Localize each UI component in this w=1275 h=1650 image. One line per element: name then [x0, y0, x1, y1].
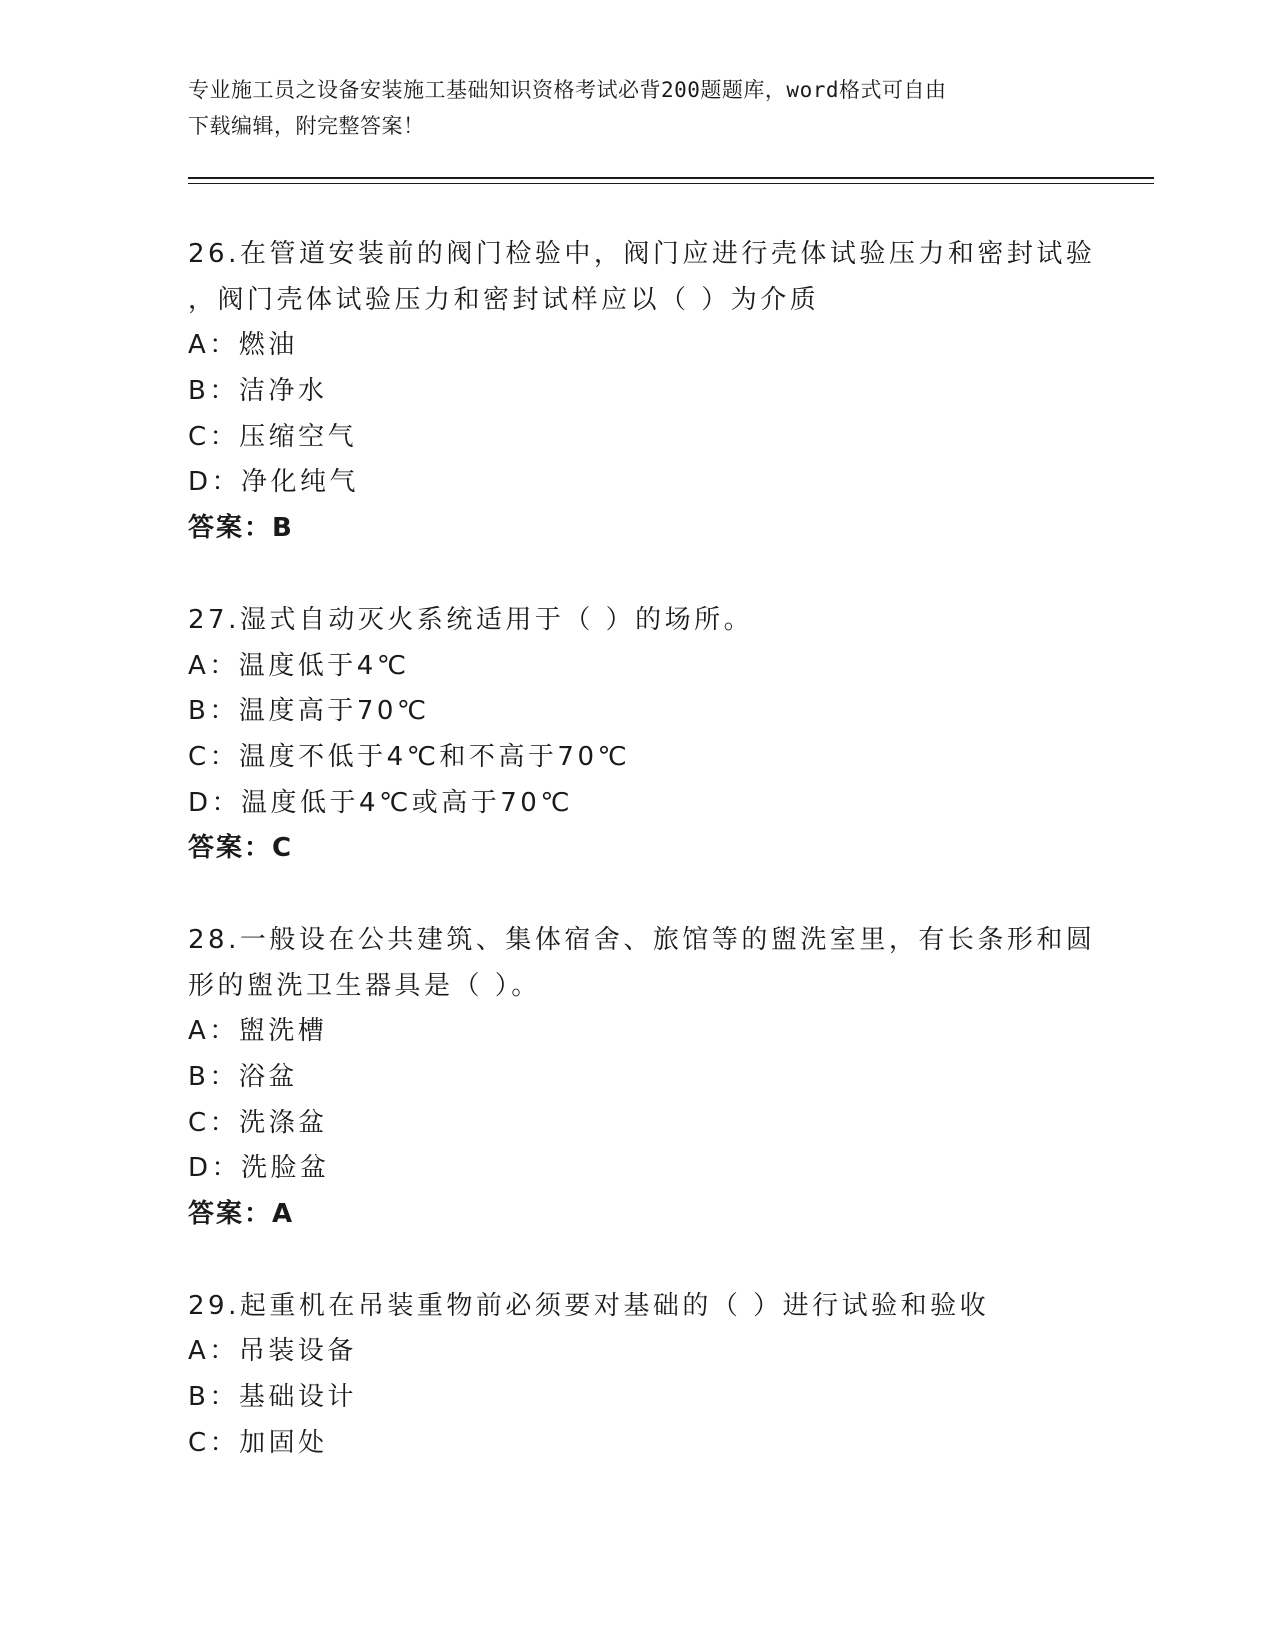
option-b: B：基础设计: [188, 1382, 357, 1413]
answer-line: 答案：C: [188, 833, 294, 864]
question-28: [188, 918, 1096, 1238]
option-d: D：温度低于4℃或高于70℃: [188, 787, 574, 818]
document-header: [188, 72, 1088, 144]
question-stem-continued: ，阀门壳体试验压力和密封试样应以（ ）为介质: [188, 284, 820, 315]
header-line-2: 下载编辑，附完整答案！: [188, 114, 425, 138]
option-c: C：压缩空气: [188, 421, 358, 452]
question-stem: 29.起重机在吊装重物前必须要对基础的（ ）进行试验和验收: [188, 1290, 990, 1321]
question-stem: 28.一般设在公共建筑、集体宿舍、旅馆等的盥洗室里，有长条形和圆: [188, 924, 1096, 955]
header-divider-thick: [188, 177, 1154, 179]
question-29: [188, 1284, 1088, 1467]
option-b: B：温度高于70℃: [188, 696, 430, 727]
question-stem-continued: 形的盥洗卫生器具是（ ）。: [188, 970, 541, 1001]
answer-line: 答案：B: [188, 513, 294, 544]
option-c: C：洗涤盆: [188, 1107, 328, 1138]
option-b: B：浴盆: [188, 1062, 298, 1092]
header-divider-thin: [188, 183, 1154, 184]
question-26: [188, 232, 1096, 552]
option-a: A：温度低于4℃: [188, 650, 410, 681]
header-line-1: 专业施工员之设备安装施工基础知识资格考试必背200题题库，word格式可自由: [188, 78, 947, 102]
option-c: C：温度不低于4℃和不高于70℃: [188, 741, 631, 772]
question-stem: 27.湿式自动灭火系统适用于（ ）的场所。: [188, 604, 754, 635]
option-c: C：加固处: [188, 1427, 328, 1458]
question-stem: 26.在管道安装前的阀门检验中，阀门应进行壳体试验压力和密封试验: [188, 239, 1096, 269]
question-27: [188, 598, 1088, 872]
option-a: A：吊装设备: [188, 1336, 357, 1367]
option-b: B：洁净水: [188, 376, 328, 407]
option-a: A：盥洗槽: [188, 1016, 328, 1047]
answer-line: 答案：A: [188, 1199, 295, 1230]
option-d: D：净化纯气: [188, 467, 360, 498]
question-list: [188, 232, 1096, 1467]
option-d: D：洗脸盆: [188, 1153, 330, 1184]
option-a: A：燃油: [188, 330, 298, 361]
